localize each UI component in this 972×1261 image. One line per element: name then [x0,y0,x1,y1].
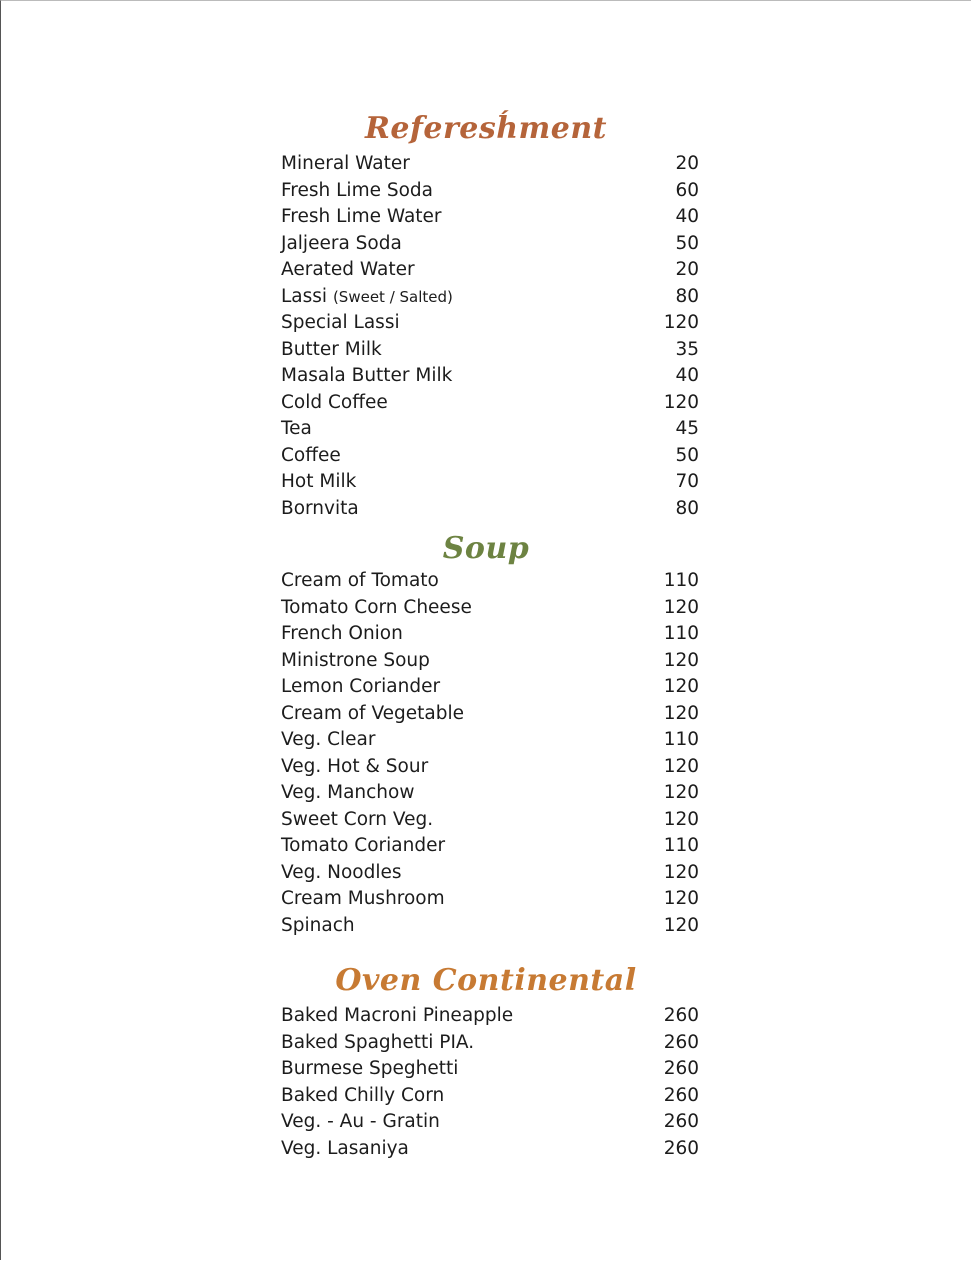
menu-item [281,231,699,258]
menu-item-label [281,1136,409,1162]
menu-item-price: 20 [675,153,699,174]
menu-item-label [281,1003,513,1029]
menu-item-name: Hot Milk [281,471,357,492]
menu-item-price: 110 [663,623,699,644]
menu-item [281,1030,699,1057]
menu-item [281,860,699,887]
menu-item [281,833,699,860]
menu-item-name: Veg. Hot & Sour [281,755,429,777]
menu-item-name: Cream of Tomato [281,570,439,591]
menu-item-name: Jaljeera Soda [281,232,402,254]
menu-item-name: Cream of Vegetable [281,702,465,724]
menu-item-label [281,648,430,674]
menu-item-price: 50 [675,444,699,466]
menu-item [281,443,699,470]
menu-item [281,754,699,781]
menu-item-name: Bornvita [281,497,359,519]
menu-item-price: 70 [675,471,699,492]
menu-item [281,568,699,595]
menu-item-name: Tomato Coriander [281,835,446,856]
menu-item [281,727,699,754]
section-title: Referesh́ment [364,111,608,146]
menu-item-label [281,701,464,727]
menu-item [281,390,699,417]
menu-item-label [281,204,442,230]
menu-item-price: 120 [663,808,699,830]
menu-item [281,204,699,231]
menu-item-price: 120 [663,596,699,618]
menu-item [281,469,699,496]
menu-item-name: Masala Butter Milk [281,365,453,386]
menu-item [281,151,699,178]
menu-item-label [281,231,402,257]
menu-item [281,1056,699,1083]
menu-item [281,1109,699,1136]
menu-item-price: 120 [663,391,699,413]
menu-item [281,913,699,940]
menu-item-label [281,310,400,336]
menu-item-price: 120 [663,676,699,697]
menu-list [281,1003,699,1162]
menu-item-label [281,780,414,806]
menu-item-label [281,886,445,912]
menu-item-label [281,674,440,700]
menu-item-label [281,390,388,416]
menu-item-price: 35 [675,338,699,360]
menu-item-name: Special Lassi [281,312,400,333]
menu-item-name: Lassi [281,285,328,307]
menu-item-name: Cold Coffee [281,391,388,413]
menu-item [281,701,699,728]
menu-item-price: 40 [675,206,699,227]
menu-item-name: Burmese Speghetti [281,1058,459,1079]
menu-item-name: Tomato Corn Cheese [281,596,472,618]
menu-item-name: Tea [281,418,312,439]
menu-item-label [281,363,452,389]
menu-item-name: Lemon Coriander [281,676,441,697]
menu-item-price: 120 [663,861,699,883]
menu-item-name: French Onion [281,623,403,644]
menu-item-name: Mineral Water [281,153,410,174]
menu-item-label [281,754,428,780]
menu-item-name: Cream Mushroom [281,888,445,909]
section-title: Soup [442,531,530,566]
menu-item [281,416,699,443]
menu-item [281,284,699,311]
menu-item-label [281,833,445,859]
menu-item [281,337,699,364]
menu-item-name: Veg. Noodles [281,861,402,883]
menu-item-price: 110 [663,570,699,591]
menu-item-label [281,913,355,939]
menu-item-price: 45 [675,418,699,439]
menu-item-label [281,257,415,283]
menu-item-price: 40 [675,365,699,386]
menu-item-price: 260 [663,1005,699,1026]
menu-list [281,568,699,939]
menu-item-name: Veg. - Au - Gratin [281,1111,440,1132]
menu-item-price: 60 [675,179,699,201]
menu-item-label [281,443,341,469]
menu-item-label [281,178,433,204]
menu-item [281,496,699,523]
menu-item [281,648,699,675]
menu-item-price: 120 [663,782,699,803]
menu-item-price: 120 [663,312,699,333]
menu-item-note: (Sweet / Salted) [332,287,453,306]
menu-item-name: Fresh Lime Soda [281,179,433,201]
menu-item [281,886,699,913]
menu-item [281,178,699,205]
menu-item [281,674,699,701]
menu-item-label [281,727,376,753]
menu-item-price: 20 [675,259,699,280]
menu-item-label [281,568,439,594]
menu-item-name: Baked Macroni Pineapple [281,1005,514,1026]
menu-item-label [281,151,410,177]
menu-item-name: Baked Spaghetti PIA. [281,1031,475,1053]
menu-item-price: 120 [663,755,699,777]
menu-item-price: 120 [663,888,699,909]
menu-item-price: 50 [675,232,699,254]
menu-item [281,1136,699,1163]
menu-item [281,1003,699,1030]
menu-item-label [281,469,356,495]
menu-item-label [281,807,433,833]
menu-item-name: Coffee [281,444,341,466]
menu-item-label [281,496,359,522]
menu-item-price: 260 [663,1031,699,1053]
menu-item-price: 80 [675,285,699,307]
menu-item-name: Veg. Manchow [281,782,415,803]
menu-item [281,1083,699,1110]
menu-item-price: 110 [663,729,699,750]
menu-item-name: Fresh Lime Water [281,206,442,227]
menu-item-price: 80 [675,497,699,519]
menu-item-name: Baked Chilly Corn [281,1084,445,1106]
menu-item-price: 260 [663,1137,699,1159]
menu-item-label [281,416,312,442]
menu-item-price: 260 [663,1058,699,1079]
menu-item [281,621,699,648]
menu-list [281,151,699,522]
menu-item-name: Spinach [281,914,355,936]
menu-item-name: Veg. Lasaniya [281,1137,409,1159]
menu-item-name: Butter Milk [281,338,382,360]
menu-item-label [281,595,472,621]
menu-item-label [281,1109,440,1135]
menu-item-name: Sweet Corn Veg. [281,808,434,830]
menu-item [281,780,699,807]
section-title: Oven Continental [335,963,637,998]
menu-item [281,595,699,622]
menu-item-price: 120 [663,914,699,936]
menu-item-label [281,621,403,647]
menu-item-price: 260 [663,1084,699,1106]
menu-item-label [281,1083,444,1109]
menu-item-price: 120 [663,649,699,671]
menu-item-label [281,1056,458,1082]
menu-item-price: 260 [663,1111,699,1132]
menu-item-price: 110 [663,835,699,856]
menu-item-name: Veg. Clear [281,729,376,750]
menu-item-label [281,1030,474,1056]
menu-item-name: Ministrone Soup [281,649,430,671]
menu-item-price: 120 [663,702,699,724]
menu-item [281,363,699,390]
menu-item-label [281,284,453,310]
menu-item [281,257,699,284]
menu-item [281,807,699,834]
menu-item-label [281,860,402,886]
menu-item-name: Aerated Water [281,259,415,280]
menu-item [281,310,699,337]
menu-item-label [281,337,382,363]
